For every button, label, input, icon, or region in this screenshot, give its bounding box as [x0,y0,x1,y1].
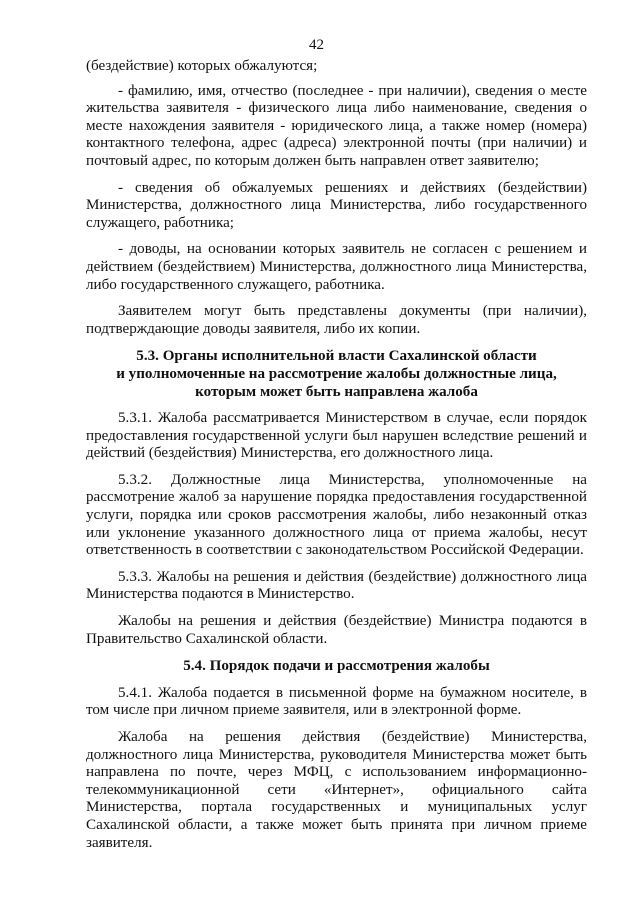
list-item-appealed-decisions: - сведения об обжалуемых решениях и действиях (бездействии) Министерства, должностного лица Министерства, либо государственного служащего, работника; [86,179,587,231]
paragraph-submission-channels: Жалоба на решения действия (бездействие) Министерства, должностного лица Министерства, руководителя Министерства может быть направлена по почте, через МФЦ, с использованием информационно-телекоммуникационной сети «Интернет», официального сайта Министерства, портала государственных и муниципальных услуг Сахалинской области, а также может быть принята при личном приеме заявителя. [86,729,587,851]
paragraph-5-3-3: 5.3.3. Жалобы на решения и действия (бездействие) должностного лица Министерства подаются в Министерство. [86,568,587,603]
section-heading-5-4: 5.4. Порядок подачи и рассмотрения жалобы [183,658,490,675]
paragraph-documents: Заявителем могут быть представлены документы (при наличии), подтверждающие доводы заявителя, либо их копии. [86,303,587,337]
list-item-applicant-details: - фамилию, имя, отчество (последнее - при наличии), сведения о месте жительства заявителя - физического лица либо наименование, сведения о месте нахождения заявителя - юридического лица, а также номер (номера) контактного телефона, адрес (адреса) электронной почты (при наличии) и почтовый адрес, по которым должен быть направлен ответ заявителю; [86,82,587,169]
paragraph-5-4-1: 5.4.1. Жалоба подается в письменной форме на бумажном носителе, в том числе при личном приеме заявителя, или в электронной форме. [86,684,587,719]
heading-line: которым может быть направлена жалоба [195,383,478,400]
page-number: 42 [309,37,324,53]
heading-line: 5.3. Органы исполнительной власти Сахалинской области [136,348,537,365]
paragraph-minister-complaints: Жалобы на решения и действия (бездействие) Министра подаются в Правительство Сахалинской области. [86,613,587,647]
paragraph-5-3-2: 5.3.2. Должностные лица Министерства, уполномоченные на рассмотрение жалоб за нарушение порядка предоставления государственной услуги, порядка или сроков рассмотрения жалобы, либо незаконный отказ или уклонение указанного должностного лица от приема жалобы, несут ответственность в соответствии с законодательством Российской Федерации. [86,471,587,559]
paragraph-continuation: (бездействие) которых обжалуются; [86,58,318,74]
paragraph-5-3-1: 5.3.1. Жалоба рассматривается Министерством в случае, если порядок предоставления государственной услуги был нарушен вследствие решений и действий (бездействия) Министерства, его должностного лица. [86,410,587,462]
document-body [86,58,587,852]
section-heading-5-3 [86,348,587,401]
list-item-arguments: - доводы, на основании которых заявитель не согласен с решением и действием (бездействием) Министерства, должностного лица Министерства, либо государственного служащего, работника. [86,241,587,293]
heading-line: и уполномоченные на рассмотрение жалобы должностные лица, [116,365,557,382]
